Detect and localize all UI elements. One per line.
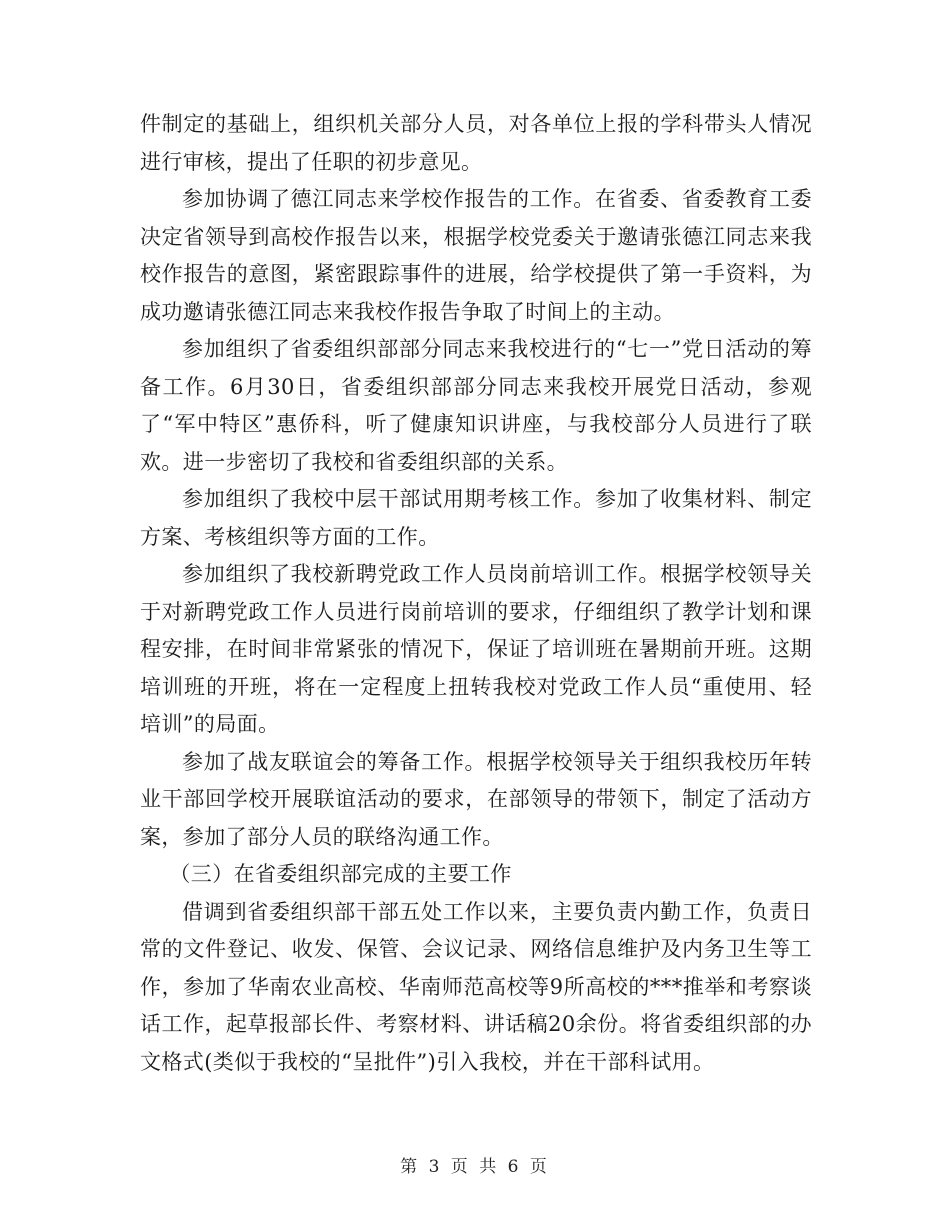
paragraph-pre-job-training: 参加组织了我校新聘党政工作人员岗前培训工作。根据学校领导关于对新聘党政工作人员进行岗前培训的要求，仔细组织了教学计划和课程安排，在时间非常紧张的情况下，保证了培训班在暑期前开班。这期培训班的开班，将在一定程度上扭转我校对党政工作人员“重使用、轻培训”的局面。 (140, 562, 812, 736)
paragraph-probation-assessment: 参加组织了我校中层干部试用期考核工作。参加了收集材料、制定方案、考核组织等方面的工作。 (140, 487, 812, 549)
paragraph-continuation: 件制定的基础上，组织机关部分人员，对各单位上报的学科带头人情况进行审核，提出了任职的初步意见。 (140, 112, 812, 174)
paragraph-party-day-activity: 参加组织了省委组织部部分同志来我校进行的“七一”党日活动的筹备工作。6月30日，省委组织部部分同志来我校开展党日活动，参观了“军中特区”惠侨科，听了健康知识讲座，与我校部分人员进行了联欢。进一步密切了我校和省委组织部的关系。 (140, 337, 812, 474)
paragraph-report-coordination: 参加协调了德江同志来学校作报告的工作。在省委、省委教育工委决定省领导到高校作报告以来，根据学校党委关于邀请张德江同志来我校作报告的意图，紧密跟踪事件的进展，给学校提供了第一手资料，为成功邀请张德江同志来我校作报告争取了时间上的主动。 (140, 187, 812, 324)
page-footer: 第 3 页 共 6 页 (400, 1157, 550, 1177)
section-heading: （三）在省委组织部完成的主要工作 (169, 862, 512, 886)
paragraph-comrades-reunion: 参加了战友联谊会的筹备工作。根据学校领导关于组织我校历年转业干部回学校开展联谊活动的要求，在部领导的带领下，制定了活动方案，参加了部分人员的联络沟通工作。 (140, 749, 812, 849)
paragraph-provincial-work: 借调到省委组织部干部五处工作以来，主要负责内勤工作，负责日常的文件登记、收发、保管、会议记录、网络信息维护及内务卫生等工作，参加了华南农业高校、华南师范高校等9所高校的***推举和考察谈话工作，起草报部长件、考察材料、讲话稿20余份。将省委组织部的办文格式(类似于我校的“呈批件”)引入我校，并在干部科试用。 (140, 899, 812, 1074)
document-body (140, 106, 812, 1081)
